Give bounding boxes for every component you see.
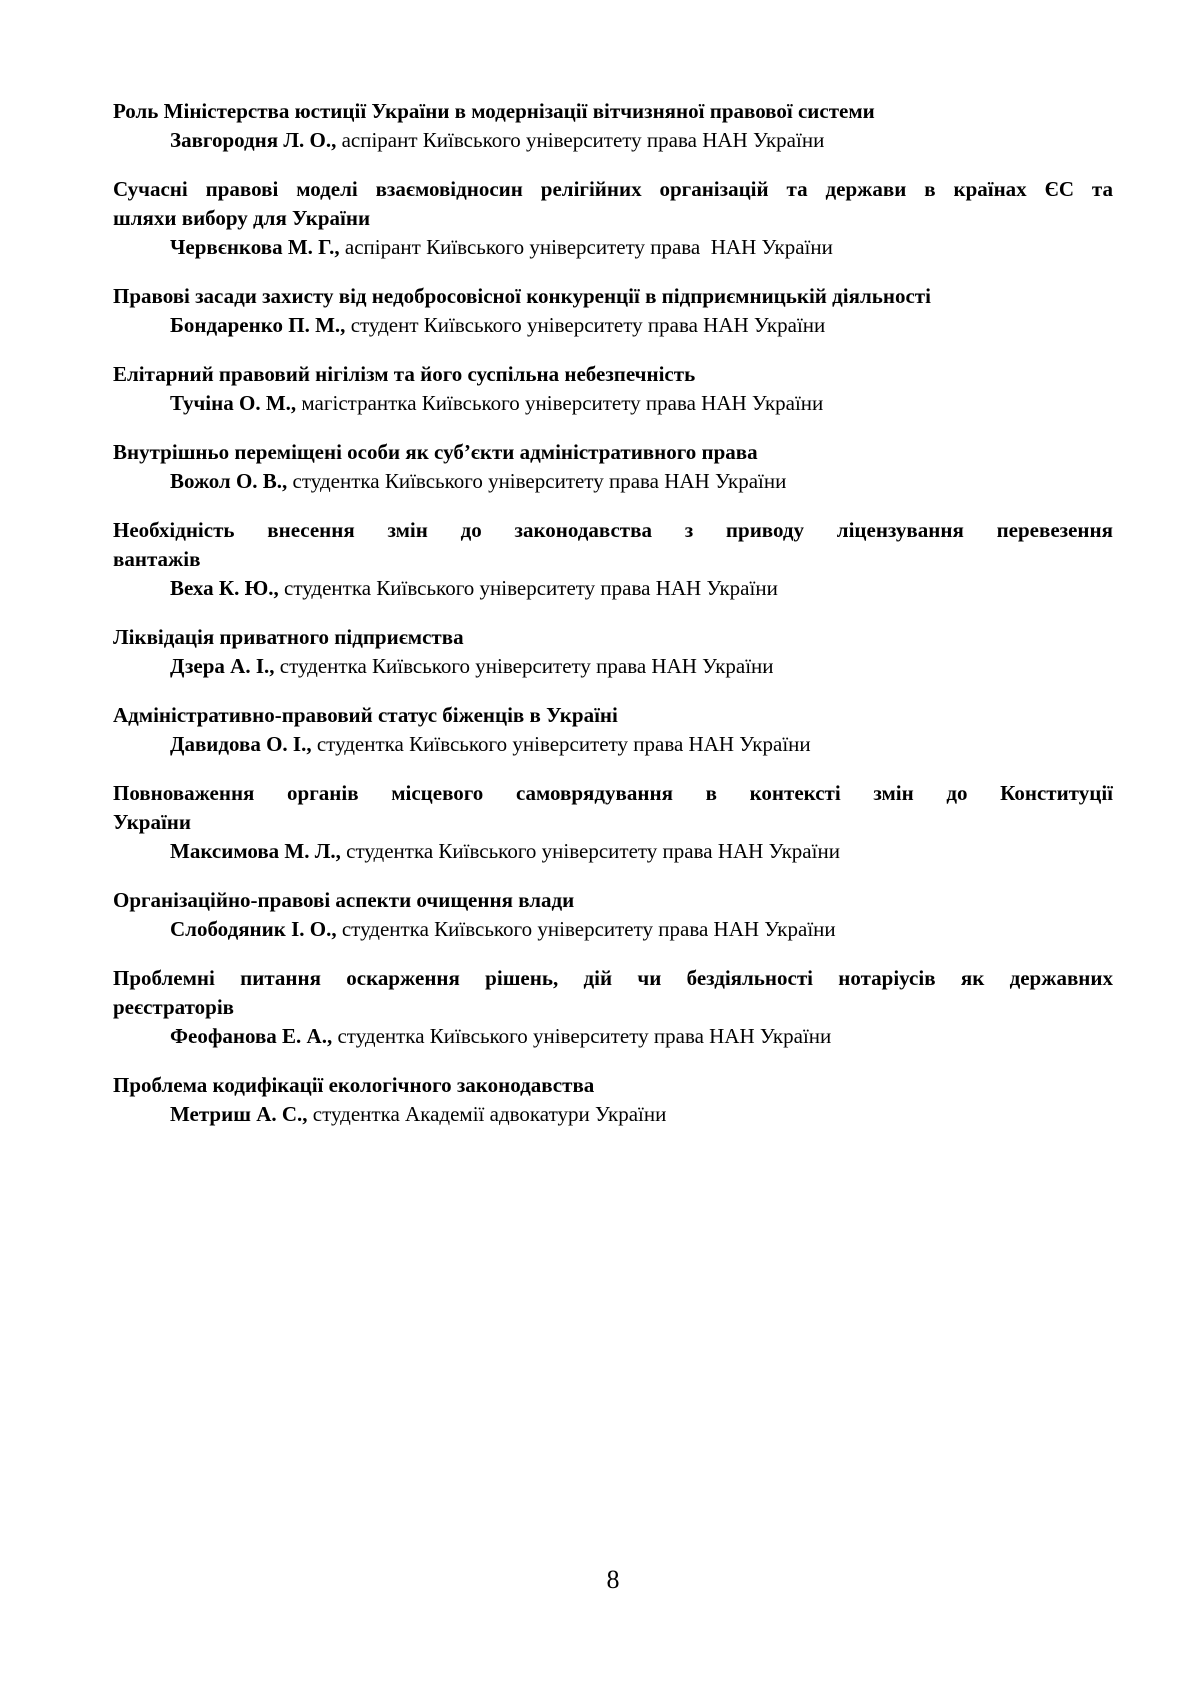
author-line [113, 233, 1113, 262]
program-entry [113, 360, 1113, 418]
paper-title [113, 438, 1113, 467]
author-affiliation: аспірант Київського університету права НАН України [336, 128, 825, 152]
author-affiliation: студентка Київського університету права НАН України [340, 839, 840, 863]
author-affiliation: студентка Київського університету права НАН України [332, 1024, 832, 1048]
author-name: Максимова М. Л., [170, 839, 341, 863]
paper-title [113, 779, 1113, 837]
paper-title [113, 1071, 1113, 1100]
paper-title [113, 516, 1113, 574]
author-name: Червєнкова М. Г., [170, 235, 340, 259]
author-name: Вожол О. В., [170, 469, 288, 493]
author-line [113, 652, 1113, 681]
author-line [113, 730, 1113, 759]
author-affiliation: студент Київського університету права НАН України [345, 313, 826, 337]
program-list [113, 97, 1113, 1149]
paper-title-line: Повноваження органів місцевого самоврядування в контексті змін до Конституції [113, 781, 1113, 805]
paper-title [113, 701, 1113, 730]
paper-title-line: Проблема кодифікації екологічного законодавства [113, 1073, 595, 1097]
paper-title [113, 282, 1113, 311]
program-entry [113, 779, 1113, 866]
paper-title-line: Проблемні питання оскарження рішень, дій чи бездіяльності нотаріусів як державних [113, 966, 1113, 990]
author-affiliation: аспірант Київського університету права НАН України [339, 235, 833, 259]
paper-title [113, 623, 1113, 652]
author-line [113, 126, 1113, 155]
program-entry [113, 886, 1113, 944]
program-entry [113, 175, 1113, 262]
author-line [113, 311, 1113, 340]
author-name: Давидова О. І., [170, 732, 312, 756]
paper-title-line: Ліквідація приватного підприємства [113, 625, 464, 649]
author-line [113, 915, 1113, 944]
paper-title-line: Адміністративно-правовий статус біженців в Україні [113, 703, 618, 727]
paper-title-line: Правові засади захисту від недобросовісної конкуренції в підприємницькій діяльності [113, 284, 931, 308]
author-line [113, 837, 1113, 866]
paper-title [113, 886, 1113, 915]
author-affiliation: студентка Київського університету права НАН України [287, 469, 787, 493]
author-line [113, 389, 1113, 418]
program-entry [113, 964, 1113, 1051]
author-affiliation: студентка Академії адвокатури України [307, 1102, 667, 1126]
paper-title-line: вантажів [113, 547, 201, 571]
program-entry [113, 623, 1113, 681]
paper-title-line: Сучасні правові моделі взаємовідносин релігійних організацій та держави в країнах ЄС та [113, 177, 1113, 201]
paper-title [113, 360, 1113, 389]
paper-title-line: реєстраторів [113, 995, 234, 1019]
paper-title-line: України [113, 810, 192, 834]
author-line [113, 467, 1113, 496]
author-line [113, 1100, 1113, 1129]
author-name: Дзера А. І., [170, 654, 275, 678]
paper-title-line: Внутрішньо переміщені особи як суб’єкти адміністративного права [113, 440, 758, 464]
paper-title [113, 964, 1113, 1022]
author-affiliation: студентка Київського університету права НАН України [336, 917, 836, 941]
author-name: Бондаренко П. М., [170, 313, 346, 337]
paper-title-line: Роль Міністерства юстиції України в модернізації вітчизняної правової системи [113, 99, 875, 123]
author-name: Тучіна О. М., [170, 391, 297, 415]
author-affiliation: магістрантка Київського університету права НАН України [296, 391, 824, 415]
author-name: Веха К. Ю., [170, 576, 279, 600]
author-line [113, 1022, 1113, 1051]
author-name: Метриш А. С., [170, 1102, 308, 1126]
author-name: Феофанова Е. А., [170, 1024, 333, 1048]
program-entry [113, 1071, 1113, 1129]
paper-title-line: Необхідність внесення змін до законодавства з приводу ліцензування перевезення [113, 518, 1113, 542]
author-line [113, 574, 1113, 603]
author-affiliation: студентка Київського університету права НАН України [278, 576, 778, 600]
program-entry [113, 97, 1113, 155]
program-entry [113, 516, 1113, 603]
paper-title-line: Елітарний правовий нігілізм та його суспільна небезпечність [113, 362, 696, 386]
paper-title-line: шляхи вибору для України [113, 206, 371, 230]
program-entry [113, 282, 1113, 340]
author-affiliation: студентка Київського університету права НАН України [311, 732, 811, 756]
paper-title [113, 97, 1113, 126]
program-entry [113, 701, 1113, 759]
program-entry [113, 438, 1113, 496]
author-affiliation: студентка Київського університету права НАН України [274, 654, 774, 678]
page-number: 8 [606, 1565, 620, 1594]
paper-title [113, 175, 1113, 233]
author-name: Завгородня Л. О., [170, 128, 337, 152]
author-name: Слободяник І. О., [170, 917, 337, 941]
paper-title-line: Організаційно-правові аспекти очищення влади [113, 888, 575, 912]
